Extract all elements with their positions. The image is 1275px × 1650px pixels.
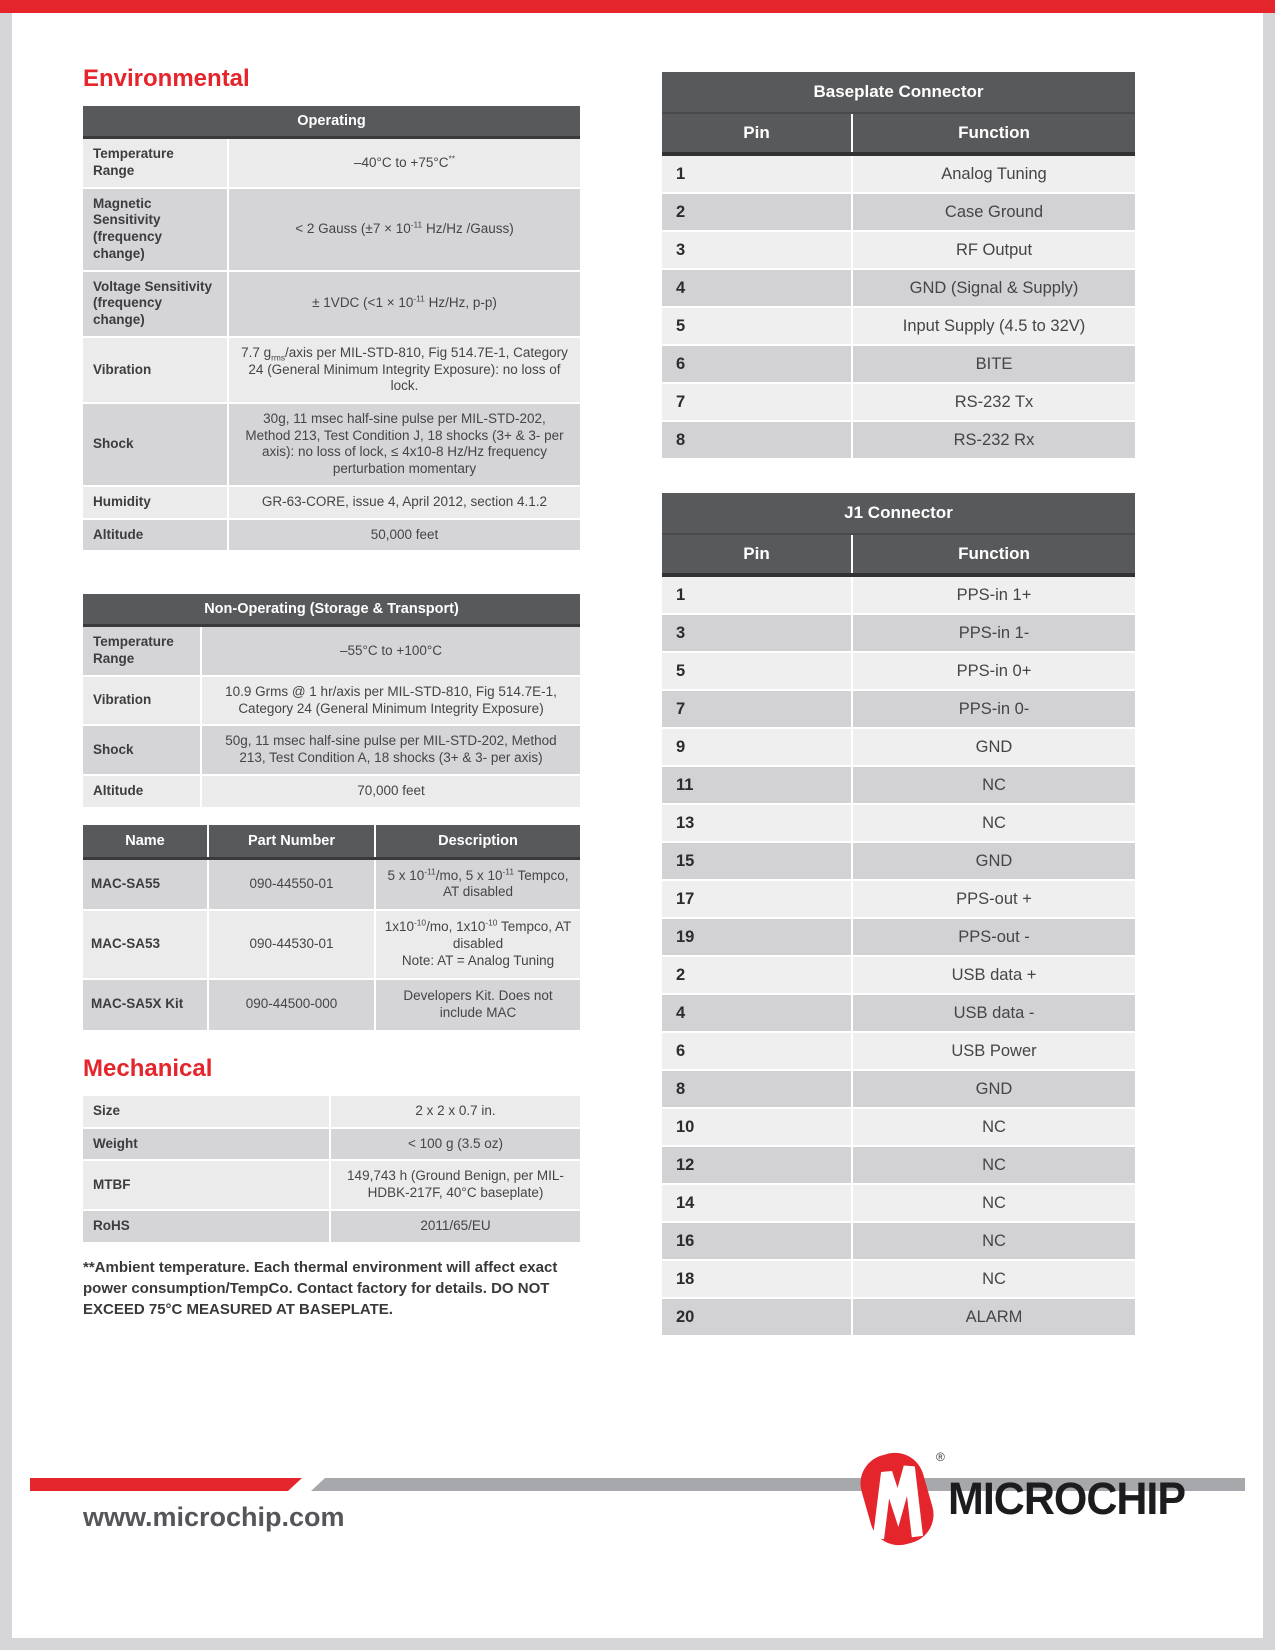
registered-trademark-symbol: ® [936, 1450, 945, 1464]
table-row [83, 725, 580, 774]
pin-column-header: Pin [662, 534, 852, 575]
pin-cell: 7 [662, 690, 852, 728]
table-title-row [662, 493, 1135, 534]
function-cell: PPS-out - [852, 918, 1135, 956]
table-header-row [662, 113, 1135, 154]
environmental-heading: Environmental [83, 65, 250, 92]
function-cell: NC [852, 1146, 1135, 1184]
microchip-logo [850, 1446, 1185, 1552]
spec-value: < 2 Gauss ($\pm 7 \times 10^{-11}$ Hz/Hz /Gauss) [228, 188, 580, 271]
spec-value: 50g, 11 msec half-sine pulse per MIL-STD-202, Method 213, Test Condition A, 18 shocks (3+ & 3- per axis) [201, 725, 580, 774]
spec-label: Vibration [83, 676, 201, 725]
table-row [83, 403, 580, 486]
table-row [662, 956, 1135, 994]
spec-value: 50,000 feet [228, 519, 580, 552]
pin-cell: 8 [662, 421, 852, 459]
spec-label: Magnetic Sensitivity (frequency change) [83, 188, 228, 271]
table-row [662, 1108, 1135, 1146]
table-row [83, 1096, 580, 1128]
table-row [662, 1298, 1135, 1336]
ordering-col-name: Name [83, 825, 208, 859]
function-cell: USB Power [852, 1032, 1135, 1070]
operating-table [83, 106, 580, 552]
table-title-row [662, 72, 1135, 113]
pin-cell: 18 [662, 1260, 852, 1298]
table-row [662, 193, 1135, 231]
spec-label: Size [83, 1096, 330, 1128]
part-description: Developers Kit. Does not include MAC [375, 979, 580, 1031]
table-row [662, 1070, 1135, 1108]
microchip-wordmark: MICROCHIP [948, 1473, 1186, 1524]
table-row [83, 188, 580, 271]
function-cell: NC [852, 1222, 1135, 1260]
part-description: 5 x $10^{-11}/mo$, 5 x $10^{-11}$ Tempco, AT disabled [375, 858, 580, 910]
spec-value: GR-63-CORE, issue 4, April 2012, section 4.1.2 [228, 486, 580, 519]
part-description: $1x10^{-10}/mo$, $1x10^{-10}$ Tempco, AT disabled Note: AT = Analog Tuning [375, 910, 580, 979]
spec-value: 70,000 feet [201, 775, 580, 808]
part-number: 090-44530-01 [208, 910, 375, 979]
spec-value: 149,743 h (Ground Benign, per MIL-HDBK-217F, 40°C baseplate) [330, 1160, 580, 1209]
table-row [662, 1222, 1135, 1260]
non-operating-table [83, 594, 580, 808]
spec-label: Temperature Range [83, 138, 228, 188]
baseplate-connector-table [662, 72, 1135, 460]
table-row [662, 154, 1135, 193]
spec-value: 30g, 11 msec half-sine pulse per MIL-STD-202, Method 213, Test Condition J, 18 shocks (3+ & 3- per axis): no loss of lock, ≤ 4x10-8 Hz/Hz frequency perturbation momentary [228, 403, 580, 486]
function-cell: PPS-in 0+ [852, 652, 1135, 690]
table-header-row [662, 534, 1135, 575]
part-number: 090-44550-01 [208, 858, 375, 910]
mechanical-table [83, 1096, 580, 1244]
spec-label: Shock [83, 403, 228, 486]
ambient-temperature-footnote: **Ambient temperature. Each thermal environment will affect exact power consumption/TempCo. Contact factory for details. DO NOT EXCEED 75°C MEASURED AT BASEPLATE. [83, 1258, 558, 1318]
pin-cell: 9 [662, 728, 852, 766]
table-row [83, 271, 580, 337]
right-column [662, 72, 1135, 1370]
table-header-row [83, 825, 580, 859]
table-row [662, 880, 1135, 918]
function-cell: PPS-in 0- [852, 690, 1135, 728]
pin-cell: 11 [662, 766, 852, 804]
table-row [83, 979, 580, 1031]
pin-cell: 12 [662, 1146, 852, 1184]
spec-label: Vibration [83, 337, 228, 403]
pin-cell: 14 [662, 1184, 852, 1222]
pin-cell: 16 [662, 1222, 852, 1260]
pin-cell: 13 [662, 804, 852, 842]
function-cell: PPS-out + [852, 880, 1135, 918]
spec-value: < 100 g (3.5 oz) [330, 1128, 580, 1161]
table-header-row [83, 106, 580, 138]
table-row [83, 486, 580, 519]
pin-column-header: Pin [662, 113, 852, 154]
table-row [662, 994, 1135, 1032]
pin-cell: 4 [662, 994, 852, 1032]
pin-cell: 6 [662, 345, 852, 383]
pin-cell: 20 [662, 1298, 852, 1336]
table-row [83, 1128, 580, 1161]
table-row [662, 1032, 1135, 1070]
function-cell: Case Ground [852, 193, 1135, 231]
pin-cell: 3 [662, 231, 852, 269]
function-cell: BITE [852, 345, 1135, 383]
function-cell: RS-232 Rx [852, 421, 1135, 459]
function-column-header: Function [852, 113, 1135, 154]
function-cell: PPS-in 1+ [852, 575, 1135, 614]
microchip-url-link[interactable]: www.microchip.com [83, 1502, 345, 1532]
pin-cell: 2 [662, 956, 852, 994]
page-border-top [0, 0, 1275, 13]
table-row [662, 345, 1135, 383]
table-row [662, 1184, 1135, 1222]
j1-connector-title: J1 Connector [662, 493, 1135, 534]
spec-value: ± 1VDC ($<1 \times 10^{-11}$ Hz/Hz, p-p) [228, 271, 580, 337]
table-row [662, 842, 1135, 880]
function-cell: Analog Tuning [852, 154, 1135, 193]
non-operating-table-title: Non-Operating (Storage & Transport) [83, 594, 580, 626]
pin-cell: 5 [662, 307, 852, 345]
function-cell: USB data + [852, 956, 1135, 994]
table-row [83, 858, 580, 910]
pin-cell: 4 [662, 269, 852, 307]
pin-cell: 3 [662, 614, 852, 652]
table-row [662, 690, 1135, 728]
function-cell: PPS-in 1- [852, 614, 1135, 652]
spec-label: Temperature Range [83, 626, 201, 676]
page-border-left [0, 13, 12, 1650]
spec-label: Altitude [83, 519, 228, 552]
function-cell: NC [852, 804, 1135, 842]
function-cell: NC [852, 1184, 1135, 1222]
j1-connector-table [662, 493, 1135, 1337]
table-row [83, 337, 580, 403]
page-border-right [1263, 13, 1275, 1650]
function-cell: GND [852, 1070, 1135, 1108]
table-row [662, 307, 1135, 345]
function-cell: RS-232 Tx [852, 383, 1135, 421]
microchip-emblem-icon [850, 1446, 944, 1552]
table-row [662, 421, 1135, 459]
spec-value: –40°C to +75°C** [228, 138, 580, 188]
table-row [662, 269, 1135, 307]
function-cell: Input Supply (4.5 to 32V) [852, 307, 1135, 345]
function-cell: USB data - [852, 994, 1135, 1032]
table-row [83, 519, 580, 552]
pin-cell: 8 [662, 1070, 852, 1108]
part-number: 090-44500-000 [208, 979, 375, 1031]
table-header-row [83, 594, 580, 626]
table-row [662, 918, 1135, 956]
table-row [662, 575, 1135, 614]
ordering-col-part-number: Part Number [208, 825, 375, 859]
function-cell: GND (Signal & Supply) [852, 269, 1135, 307]
table-row [83, 138, 580, 188]
mechanical-heading: Mechanical [83, 1054, 213, 1082]
part-name: MAC-SA55 [83, 858, 208, 910]
spec-label: Weight [83, 1128, 330, 1161]
ordering-table [83, 825, 580, 1032]
function-cell: ALARM [852, 1298, 1135, 1336]
spec-value: 2011/65/EU [330, 1210, 580, 1243]
baseplate-connector-title: Baseplate Connector [662, 72, 1135, 113]
pin-cell: 19 [662, 918, 852, 956]
left-column [83, 66, 580, 1320]
spec-value: 10.9 Grms @ 1 hr/axis per MIL-STD-810, Fig 514.7E-1, Category 24 (General Minimum Integrity Exposure) [201, 676, 580, 725]
part-name: MAC-SA53 [83, 910, 208, 979]
pin-cell: 6 [662, 1032, 852, 1070]
table-row [662, 804, 1135, 842]
table-row [662, 766, 1135, 804]
table-row [83, 676, 580, 725]
spec-label: Humidity [83, 486, 228, 519]
table-row [662, 231, 1135, 269]
pin-cell: 5 [662, 652, 852, 690]
table-row [83, 1210, 580, 1243]
function-cell: RF Output [852, 231, 1135, 269]
function-cell: NC [852, 1108, 1135, 1146]
spec-label: Shock [83, 725, 201, 774]
pin-cell: 1 [662, 154, 852, 193]
part-name: MAC-SA5X Kit [83, 979, 208, 1031]
table-row [83, 775, 580, 808]
operating-table-title: Operating [83, 106, 580, 138]
pin-cell: 17 [662, 880, 852, 918]
pin-cell: 1 [662, 575, 852, 614]
table-row [83, 626, 580, 676]
spec-label: RoHS [83, 1210, 330, 1243]
table-row [662, 1146, 1135, 1184]
function-cell: GND [852, 842, 1135, 880]
spec-value: –55°C to +100°C [201, 626, 580, 676]
spec-label: Altitude [83, 775, 201, 808]
spec-value: 2 x 2 x 0.7 in. [330, 1096, 580, 1128]
function-cell: NC [852, 1260, 1135, 1298]
table-row [83, 910, 580, 979]
table-row [662, 383, 1135, 421]
table-row [662, 652, 1135, 690]
pin-cell: 15 [662, 842, 852, 880]
function-cell: NC [852, 766, 1135, 804]
table-row [662, 728, 1135, 766]
function-column-header: Function [852, 534, 1135, 575]
function-cell: GND [852, 728, 1135, 766]
spec-value: 7.7 $g_{rms}$/axis per MIL-STD-810, Fig 514.7E-1, Category 24 (General Minimum Integrity Exposure): no loss of lock. [228, 337, 580, 403]
spec-label: MTBF [83, 1160, 330, 1209]
footer-bar-red-segment [30, 1478, 302, 1491]
table-row [662, 614, 1135, 652]
pin-cell: 2 [662, 193, 852, 231]
page-border-bottom [12, 1638, 1263, 1650]
ordering-col-description: Description [375, 825, 580, 859]
table-row [662, 1260, 1135, 1298]
pin-cell: 7 [662, 383, 852, 421]
spec-label: Voltage Sensitivity (frequency change) [83, 271, 228, 337]
table-row [83, 1160, 580, 1209]
pin-cell: 10 [662, 1108, 852, 1146]
